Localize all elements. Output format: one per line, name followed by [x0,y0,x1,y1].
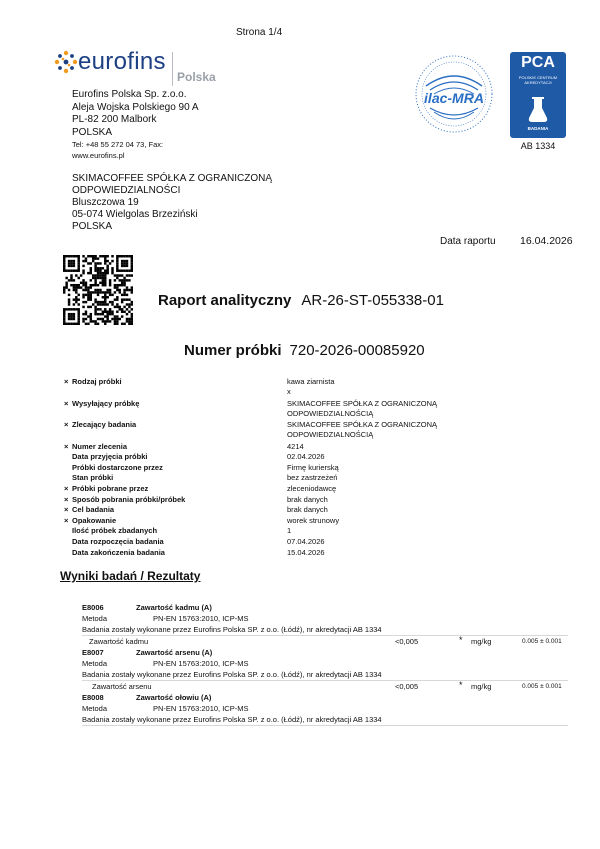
pca-title: PCA [521,54,555,71]
info-label-text: Data rozpoczęcia badania [72,536,164,546]
lab-web: www.eurofins.pl [72,151,125,160]
info-value [287,420,437,440]
info-value [287,377,335,397]
result-code: E8006 [82,603,104,612]
info-label-text: Próbki dostarczone przez [72,462,163,472]
test-tube-icon [526,96,550,124]
info-value [287,526,291,536]
info-mark: × [64,505,69,515]
recipient-address [72,173,272,233]
info-label [64,516,116,526]
info-value [287,442,304,452]
info-label [64,484,148,494]
result-uncertainty: 0.005 ± 0.001 [522,638,562,645]
lab-city: PL-82 200 Malbork [72,114,157,125]
info-value-line: 15.04.2026 [287,547,325,557]
info-label [64,463,163,473]
info-value-line: 02.04.2026 [287,452,325,462]
info-mark: × [64,398,69,408]
result-flag: * [459,635,463,645]
info-label-text: Ilość próbek zbadanych [72,526,158,536]
info-label-text: Rodzaj próbki [72,377,122,386]
results-heading: Wyniki badań / Rezultaty [60,569,201,583]
info-value [287,484,336,494]
report-title: Raport analityczny [158,292,292,309]
info-label [64,548,165,558]
sample-line [184,342,425,359]
result-code: E8007 [82,648,104,657]
ilac-text: ilac-MRA [424,90,484,106]
brand-name: eurofins [78,48,166,75]
qr-code-icon [63,255,133,325]
eurofins-logo-icon [54,50,78,74]
recipient-line2: ODPOWIEDZIALNOŚCI [72,185,181,196]
info-mark: × [64,441,69,451]
result-value: <0,005 [395,637,419,646]
info-label [64,442,127,452]
info-mark: × [64,494,69,504]
info-value [287,473,337,483]
result-method: PN-EN 15763:2010, ICP-MS [153,614,249,623]
info-value [287,537,325,547]
recipient-line1: SKIMACOFFEE SPÓŁKA Z OGRANICZONĄ [72,173,273,184]
result-name: Zawartość arsenu (A) [136,648,213,657]
result-code: E8008 [82,693,104,702]
lab-street: Aleja Wojska Polskiego 90 A [72,101,199,113]
info-value-line: brak danych [287,505,328,515]
info-value-line: 07.04.2026 [287,536,325,546]
info-value-line: ODPOWIEDZIALNOŚCIĄ [287,430,374,439]
result-method-label: Metoda [82,614,108,623]
info-label [64,505,114,515]
pca-badania: BADANIA [527,126,549,131]
info-label-text: Wysyłający próbkę [72,398,140,408]
result-note: Badania zostały wykonane przez Eurofins Polska SP. z o.o. (Łódź), nr akredytacji AB 1334 [82,624,382,634]
result-method: PN-EN 15763:2010, ICP-MS [153,704,249,713]
recipient-country: POLSKA [72,221,113,232]
result-value: <0,005 [395,682,419,691]
info-value-line: 1 [287,526,292,536]
info-value [287,399,437,419]
info-value-line: bez zastrzeżeń [287,473,338,483]
info-value [287,463,339,473]
lab-address [72,89,199,161]
report-date-label: Data raportu [440,236,496,247]
result-parameter: Zawartość arsenu [92,682,152,691]
info-label [64,420,136,430]
info-label-text: Próbki pobrane przez [72,483,149,493]
info-value-line: SKIMACOFFEE SPÓŁKA Z OGRANICZONĄ [287,398,438,408]
lab-phone: Tel: +48 55 272 04 73, Fax: [72,140,164,149]
info-label-text: Zlecający badania [72,420,137,429]
sample-number: 720-2026-00085920 [289,342,425,359]
result-note: Badania zostały wykonane przez Eurofins Polska SP. z o.o. (Łódź), nr akredytacji AB 1334 [82,714,382,724]
info-label [64,452,147,462]
info-value [287,452,325,462]
info-value-line: worek strunowy [287,515,340,525]
info-label-text: Data zakończenia badania [72,547,165,557]
result-name: Zawartość kadmu (A) [136,603,212,612]
page-number: Strona 1/4 [236,27,283,38]
info-value-line: SKIMACOFFEE SPÓŁKA Z OGRANICZONĄ [287,420,438,429]
result-unit: mg/kg [471,682,492,691]
info-value-line: brak danych [287,494,328,504]
info-mark: × [64,515,69,525]
info-label [64,495,185,505]
info-value [287,495,328,505]
info-label [64,399,139,409]
pca-line1: POLSKIE CENTRUM [518,75,558,80]
info-mark: × [64,377,69,386]
result-method-label: Metoda [82,704,108,713]
pca-line2: AKREDYTACJI [524,80,552,85]
info-label-text: Cel badania [72,505,115,515]
result-parameter: Zawartość kadmu [89,637,149,646]
sample-label: Numer próbki [184,342,282,359]
result-uncertainty: 0.005 ± 0.001 [522,683,562,690]
info-value-line: zleceniodawcę [287,483,337,493]
result-flag: * [459,680,463,690]
result-divider [82,680,568,681]
brand-subtitle: Polska [177,70,216,84]
report-title-line [158,292,444,309]
info-mark: × [64,483,69,493]
recipient-street: Bluszczowa 19 [72,197,139,208]
info-value-line: Firmę kurierską [287,462,339,472]
info-value-line: ODPOWIEDZIALNOŚCIĄ [287,408,374,418]
info-label-text: Stan próbki [72,473,114,483]
accreditation-number: AB 1334 [520,141,556,151]
recipient-city: 05-074 Wielgolas Brzeziński [72,209,198,220]
info-value [287,516,339,526]
result-note: Badania zostały wykonane przez Eurofins Polska SP. z o.o. (Łódź), nr akredytacji AB 1334 [82,669,382,679]
info-value-line: x [287,387,291,396]
info-label [64,377,122,387]
info-label-text: Sposób pobrania próbki/próbek [72,494,186,504]
info-label-text: Data przyjęcia próbki [72,452,148,462]
lab-name: Eurofins Polska Sp. z.o.o. [72,89,187,100]
result-method-label: Metoda [82,659,108,668]
result-method: PN-EN 15763:2010, ICP-MS [153,659,249,668]
info-value [287,548,325,558]
info-value-line: kawa ziarnista [287,377,335,386]
result-divider [82,725,568,726]
info-label-text: Numer zlecenia [72,441,128,451]
report-number: AR-26-ST-055338-01 [301,292,444,309]
result-divider [82,635,568,636]
info-label [64,537,164,547]
info-label [64,473,113,483]
pca-subtitle [514,75,562,85]
result-name: Zawartość ołowiu (A) [136,693,212,702]
ilac-mra-logo-icon [410,50,498,138]
info-label-text: Opakowanie [72,515,117,525]
info-value [287,505,328,515]
info-value-line: 4214 [287,441,304,451]
info-label [64,526,157,536]
report-date: 16.04.2026 [520,235,573,247]
logo-divider [172,52,173,86]
info-mark: × [64,420,69,429]
result-unit: mg/kg [471,637,492,646]
lab-country: POLSKA [72,126,113,138]
